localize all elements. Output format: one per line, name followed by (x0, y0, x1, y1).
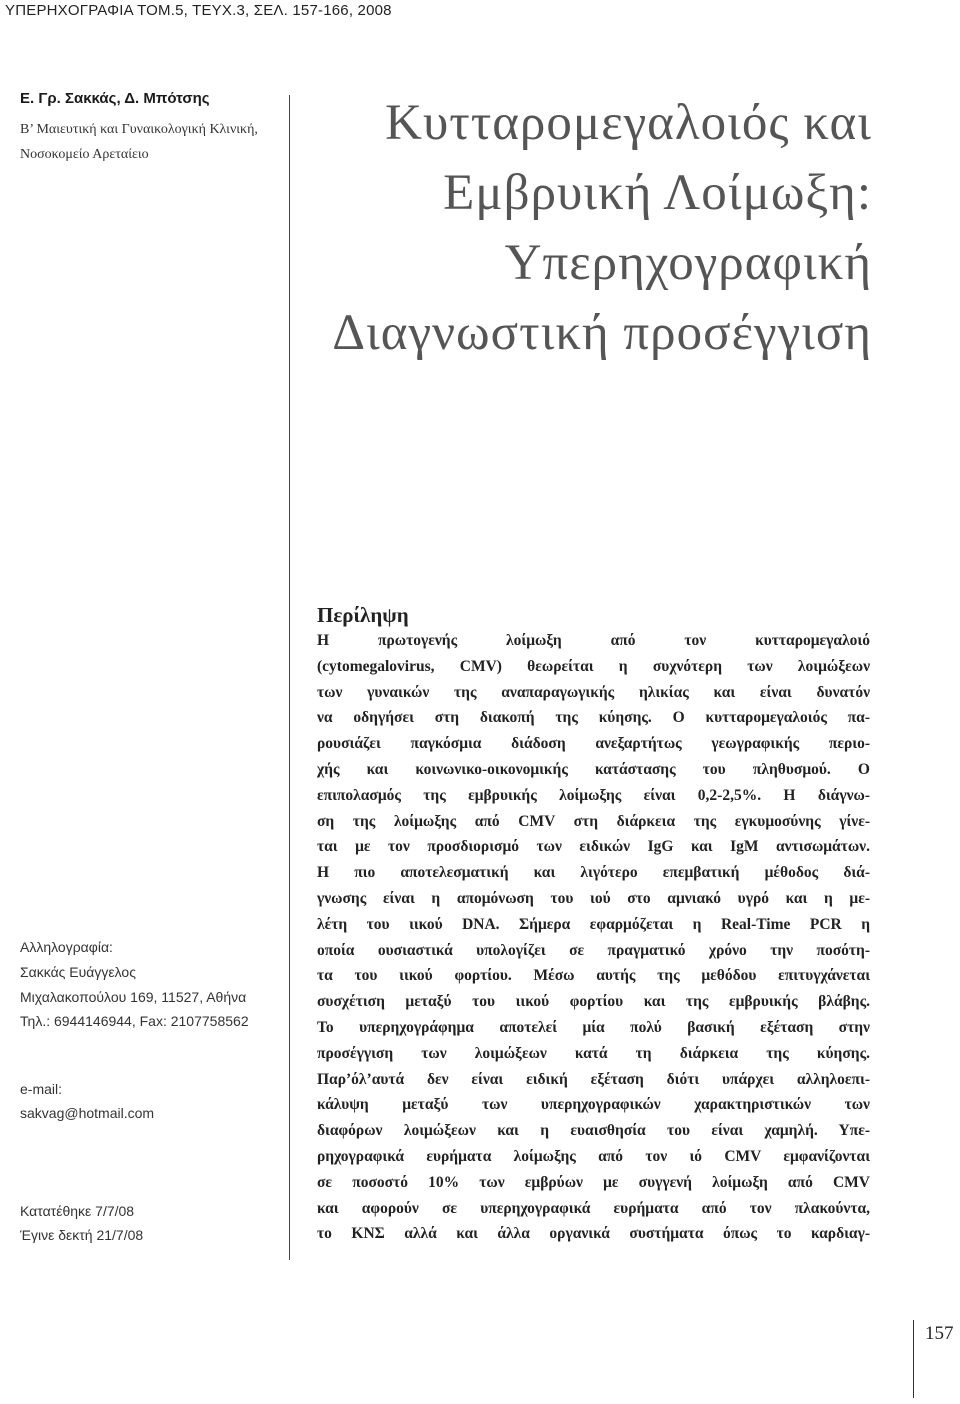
abstract-line: προσέγγιση των λοιμώξεων κατά τη διάρκεια της κύησης. (317, 1044, 870, 1062)
correspondence-name: Σακκάς Ευάγγελος (20, 964, 136, 980)
running-head: ΥΠΕΡΗΧΟΓΡΑΦΙΑ ΤΟΜ.5, ΤΕΥΧ.3, ΣΕΛ. 157-166, 2008 (5, 2, 392, 19)
page-number-rule (913, 1320, 914, 1398)
abstract-line: συσχέτιση μεταξύ του ιικού φορτίου και της εμβρυικής βλάβης. (317, 993, 870, 1011)
abstract-line: λέτη του ιικού DNA. Σήμερα εφαρμόζεται η Real-Time PCR η (317, 915, 870, 933)
abstract-line: Η πρωτογενής λοίμωξη από τον κυτταρομεγαλοιό (317, 632, 870, 649)
submitted-date: Κατατέθηκε 7/7/08 (20, 1203, 135, 1219)
email-label: e-mail: (20, 1081, 63, 1097)
title-line-4: Διαγνωστική προσέγγιση (332, 305, 872, 361)
title-line-1: Κυτταρομεγαλοιός και (385, 95, 872, 151)
page-number: 157 (925, 1323, 954, 1344)
email-link[interactable]: sakvag@hotmail.com (20, 1105, 155, 1121)
abstract-line: οποία ουσιαστικά υπολογίζει σε πραγματικό χρόνο την ποσότη- (317, 941, 870, 959)
authors: Ε. Γρ. Σακκάς, Δ. Μπότσης (20, 90, 210, 107)
abstract-line: επιπολασμός της εμβρυικής λοίμωξης είναι 0,2-2,5%. Η διάγνω- (317, 786, 870, 804)
title-line-2: Εμβρυική Λοίμωξη: (443, 165, 872, 221)
abstract-line: σε ποσοστό 10% των εμβρύων με συγγενή λοίμωξη από CMV (317, 1173, 870, 1191)
accepted-date: Έγινε δεκτή 21/7/08 (20, 1227, 144, 1243)
abstract-line: να οδηγήσει στη διακοπή της κύησης. Ο κυτταρομεγαλοιός πα- (317, 709, 870, 727)
title-line-3: Υπερηχογραφική (504, 235, 872, 291)
affiliation-line-2: Νοσοκομείο Αρεταίειο (20, 147, 149, 162)
abstract-line: διαφόρων λοιμώξεων και η ευαισθησία του είναι χαμηλή. Υπε- (317, 1122, 870, 1140)
correspondence-phone: Τηλ.: 6944146944, Fax: 2107758562 (20, 1013, 249, 1029)
abstract-line: Η πιο αποτελεσματική και λιγότερο επεμβατική μέθοδος διά- (317, 864, 870, 882)
abstract-line: το ΚΝΣ αλλά και άλλα οργανικά συστήματα όπως το καρδιαγ- (317, 1225, 870, 1243)
abstract-line: γνωσης είναι η απομόνωση του ιού στο αμνιακό υγρό και η με- (317, 889, 870, 907)
abstract-line: ται με τον προσδιορισμό των ειδικών IgG και IgM αντισωμάτων. (317, 838, 870, 856)
abstract-line: κάλυψη μεταξύ των υπερηχογραφικών χαρακτηριστικών των (317, 1096, 870, 1114)
article-title (312, 88, 872, 368)
correspondence-label: Αλληλογραφία: (20, 939, 113, 955)
abstract-body (317, 628, 870, 1247)
abstract-line: ση της λοίμωξης από CMV στη διάρκεια της εγκυμοσύνης γίνε- (317, 812, 870, 830)
abstract-line: Παρ’όλ’αυτά δεν είναι ειδική εξέταση διότι υπάρχει αλληλοεπι- (317, 1070, 870, 1088)
abstract-line: ρουσιάζει παγκόσμια διάδοση ανεξαρτήτως γεωγραφικής περιο- (317, 735, 870, 753)
correspondence-address: Μιχαλακοπούλου 169, 11527, Αθήνα (20, 989, 247, 1005)
abstract-line: (cytomegalovirus, CMV) θεωρείται η συχνότερη των λοιμώξεων (317, 657, 870, 675)
abstract-line: και αφορούν σε υπερηχογραφικά ευρήματα από τον πλακούντα, (317, 1199, 870, 1217)
abstract-line: ρηχογραφικά ευρήματα λοίμωξης από τον ιό CMV εμφανίζονται (317, 1147, 870, 1165)
abstract-line: Το υπερηχογράφημα αποτελεί μία πολύ βασική εξέταση στην (317, 1018, 870, 1036)
abstract-line: των γυναικών της αναπαραγωγικής ηλικίας και είναι δυνατόν (317, 683, 870, 701)
column-divider (289, 95, 290, 1260)
abstract-line: τα του ιικού φορτίου. Μέσω αυτής της μεθόδου επιτυγχάνεται (317, 967, 870, 985)
abstract-line: χής και κοινωνικο-οικονομικής κατάστασης του πληθυσμού. Ο (317, 760, 870, 778)
affiliation-line-1: Β’ Μαιευτική και Γυναικολογική Κλινική, (20, 122, 258, 137)
abstract-heading: Περίληψη (317, 603, 409, 627)
